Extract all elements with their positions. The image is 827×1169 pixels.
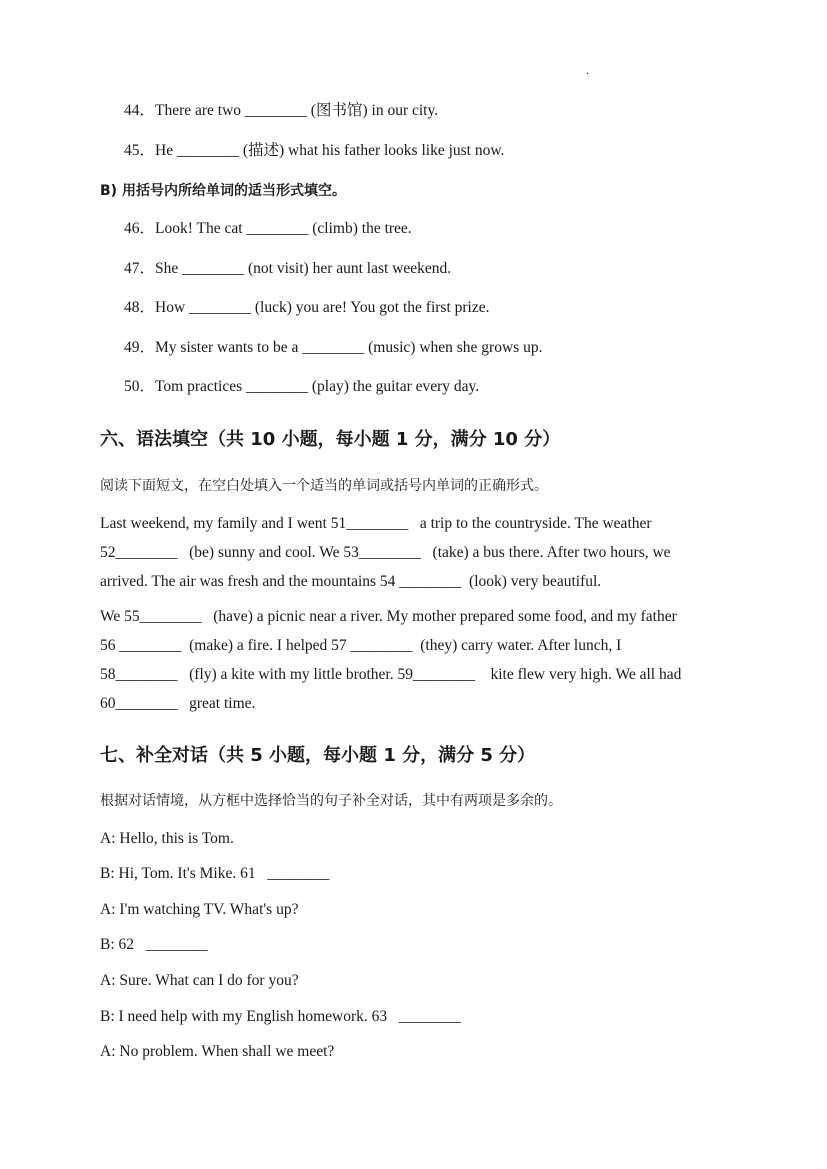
section-7-heading: 七、补全对话（共 5 小题，每小题 1 分，满分 5 分） xyxy=(100,745,536,766)
question-48: 48．How ________ (luck) you are! You got the first prize. xyxy=(124,299,490,316)
part-b-title: B) 用括号内所给单词的适当形式填空。 xyxy=(100,183,346,199)
question-47: 47．She ________ (not visit) her aunt last weekend. xyxy=(124,260,452,277)
question-50: 50．Tom practices ________ (play) the guitar every day. xyxy=(124,378,480,395)
passage-line: Last weekend, my family and I went 51________ a trip to the countryside. The weather xyxy=(100,515,652,532)
dialogue-line: B: Hi, Tom. It's Mike. 61 ________ xyxy=(100,865,330,882)
question-46: 46．Look! The cat ________ (climb) the tree. xyxy=(124,220,412,237)
question-45: 45．He ________ (描述) what his father looks like just now. xyxy=(124,142,505,159)
page-mark: . xyxy=(586,63,589,77)
question-49: 49．My sister wants to be a ________ (music) when she grows up. xyxy=(124,339,543,356)
section-6-instruction: 阅读下面短文，在空白处填入一个适当的单词或括号内单词的正确形式。 xyxy=(100,478,548,494)
dialogue-line: A: No problem. When shall we meet? xyxy=(100,1043,335,1060)
dialogue-line: A: Hello, this is Tom. xyxy=(100,830,234,847)
section-7-instruction: 根据对话情境，从方框中选择恰当的句子补全对话，其中有两项是多余的。 xyxy=(100,793,562,809)
passage-line: 56 ________ (make) a fire. I helped 57 ________ (they) carry water. After lunch, I xyxy=(100,637,622,654)
dialogue-line: B: 62 ________ xyxy=(100,936,208,953)
passage-line: We 55________ (have) a picnic near a river. My mother prepared some food, and my father xyxy=(100,608,677,625)
section-6-heading: 六、语法填空（共 10 小题，每小题 1 分，满分 10 分） xyxy=(100,429,561,450)
passage-line: arrived. The air was fresh and the mountains 54 ________ (look) very beautiful. xyxy=(100,573,602,590)
passage-line: 58________ (fly) a kite with my little brother. 59________ kite flew very high. We all had xyxy=(100,666,682,683)
dialogue-line: A: Sure. What can I do for you? xyxy=(100,972,299,989)
dialogue-line: B: I need help with my English homework. 63 ________ xyxy=(100,1008,461,1025)
passage-line: 60________ great time. xyxy=(100,695,256,712)
passage-line: 52________ (be) sunny and cool. We 53________ (take) a bus there. After two hours, we xyxy=(100,544,671,561)
question-44: 44．There are two ________ (图书馆) in our city. xyxy=(124,102,439,119)
dialogue-line: A: I'm watching TV. What's up? xyxy=(100,901,299,918)
